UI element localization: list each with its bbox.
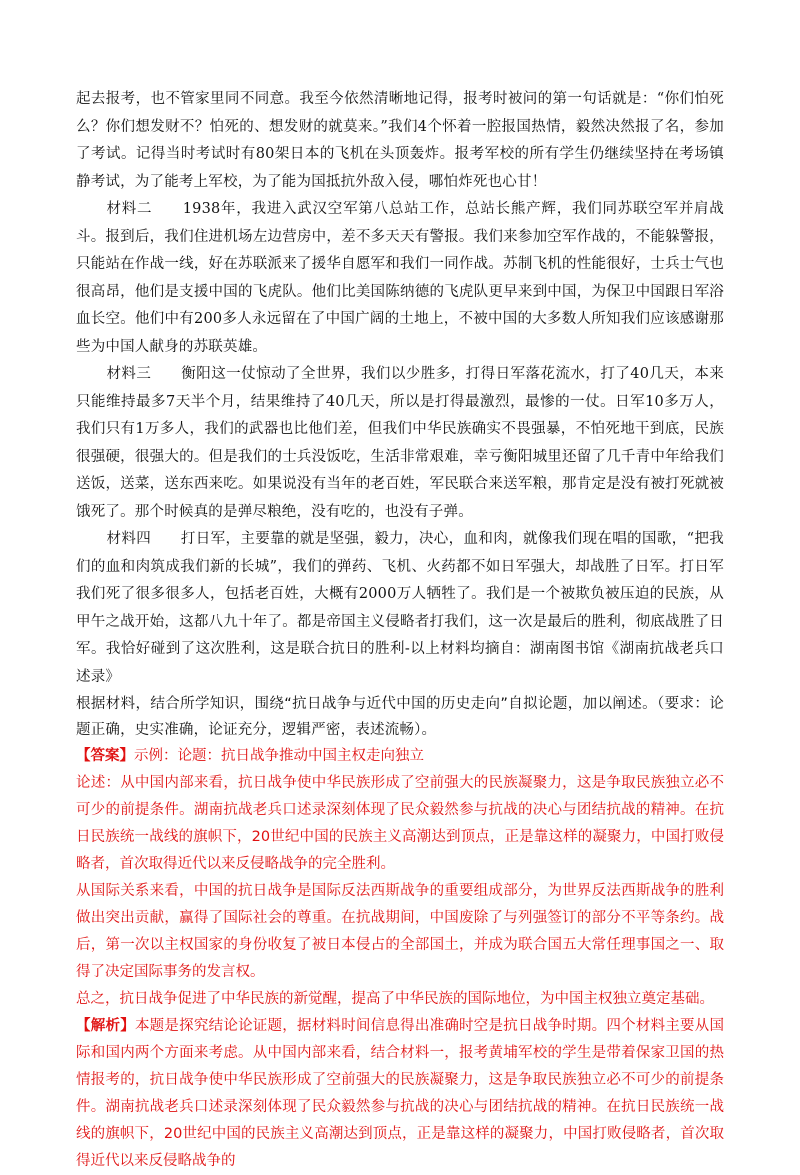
material-three: 材料三 衡阳这一仗惊动了全世界，我们以少胜多，打得日军落花流水，打了40几天，本来只能维持最多7天半个月，结果维持了40几天，所以是打得最激烈，最惨的一仗。日军10多万人，我们只有1万多人，我们的武器也比他们差，但我们中华民族确实不畏强暴，不怕死地干到底，民族很强硬，很强大的。但是我们的士兵没饭吃，生活非常艰难，幸亏衡阳城里还留了几千青中年给我们送饭，送菜，送东西来吃。如果说没有当年的老百姓，军民联合来送军粮，那肯定是没有被打死就被饿死了。那个时候真的是弹尽粮绝，没有吃的，也没有子弹。	[76, 366, 724, 520]
document-page	[76, 86, 724, 1175]
analysis-tag: 【解析】	[76, 1018, 135, 1034]
answer-heading	[76, 743, 724, 770]
answer-title: 示例：论题：抗日战争推动中国主权走向独立	[134, 748, 424, 764]
answer-argument-two: 从国际关系来看，中国的抗日战争是国际反法西斯战争的重要组成部分，为世界反法西斯战争的胜利做出突出贡献，赢得了国际社会的尊重。在抗战期间，中国废除了与列强签订的部分不平等条约。战后，第一次以主权国家的身份收复了被日本侵占的全部国土，并成为联合国五大常任理事国之一、取得了决定国际事务的发言权。	[76, 883, 724, 980]
answer-tag: 【答案】	[76, 748, 134, 764]
analysis-block	[76, 1013, 724, 1175]
answer-argument-one: 论述：从中国内部来看，抗日战争使中华民族形成了空前强大的民族凝聚力，这是争取民族独立必不可少的前提条件。湖南抗战老兵口述录深刻体现了民众毅然参与抗战的决心与团结抗战的精神。在抗日民族统一战线的旗帜下，20世纪中国的民族主义高潮达到顶点，正是靠这样的凝聚力，中国打败侵略者，首次取得近代以来反侵略战争的完全胜利。	[76, 775, 724, 872]
material-four: 材料四 打日军，主要靠的就是坚强，毅力，决心，血和肉，就像我们现在唱的国歌，“把我们的血和肉筑成我们新的长城”，我们的弹药、飞机、火药都不如日军强大，却战胜了日军。打日军我们死了很多很多人，包括老百姓，大概有2000万人牺牲了。我们是一个被欺负被压迫的民族，从甲午之战开始，这都八九十年了。都是帝国主义侵略者打我们，这一次是最后的胜利，彻底战胜了日军。我恰好碰到了这次胜利，这是联合抗日的胜利-以上材料均摘自：湖南图书馆《湖南抗战老兵口述录》	[76, 531, 724, 685]
answer-conclusion: 总之，抗日战争促进了中华民族的新觉醒，提高了中华民族的国际地位，为中国主权独立奠定基础。	[76, 991, 714, 1007]
analysis-text: 本题是探究结论论证题，据材料时间信息得出准确时空是抗日战争时期。四个材料主要从国际和国内两个方面来考虑。从中国内部来看，结合材料一，报考黄埔军校的学生是带着保家卫国的热情报考的，抗日战争使中华民族形成了空前强大的民族凝聚力，这是争取民族独立必不可少的前提条件。湖南抗战老兵口述录深刻体现了民众毅然参与抗战的决心与团结抗战的精神。在抗日民族统一战线的旗帜下，20世纪中国的民族主义高潮达到顶点，正是靠这样的凝聚力，中国打败侵略者，首次取得近代以来反侵略战争的	[76, 1018, 725, 1169]
material-two: 材料二 1938年，我进入武汉空军第八总站工作，总站长熊产辉，我们同苏联空军并肩战斗。报到后，我们住进机场左边营房中，差不多天天有警报。我们来参加空军作战的，不能躲警报，只能站在作战一线，好在苏联派来了援华自愿军和我们一同作战。苏制飞机的性能很好，士兵士气也很高昂，他们是支援中国的飞虎队。他们比美国陈纳德的飞虎队更早来到中国，为保卫中国跟日军浴血长空。他们中有200多人永远留在了中国广阔的土地上，不被中国的大多数人所知我们应该感谢那些为中国人献身的苏联英雄。	[76, 201, 724, 355]
question-prompt: 根据材料，结合所学知识，围绕“抗日战争与近代中国的历史走向”自拟论题，加以阐述。（要求：论题正确，史实准确，论证充分，逻辑严密，表述流畅）。	[76, 696, 724, 738]
material-one-continuation: 起去报考，也不管家里同不同意。我至今依然清晰地记得，报考时被问的第一句话就是：“你们怕死么？你们想发财不？怕死的、想发财的就莫来。”我们4个怀着一腔报国热情，毅然决然报了名，参加了考试。记得当时考试时有80架日本的飞机在头顶轰炸。报考军校的所有学生仍继续坚持在考场镇静考试，为了能考上军校，为了能为国抵抗外敌入侵，哪怕炸死也心甘！	[76, 91, 724, 190]
